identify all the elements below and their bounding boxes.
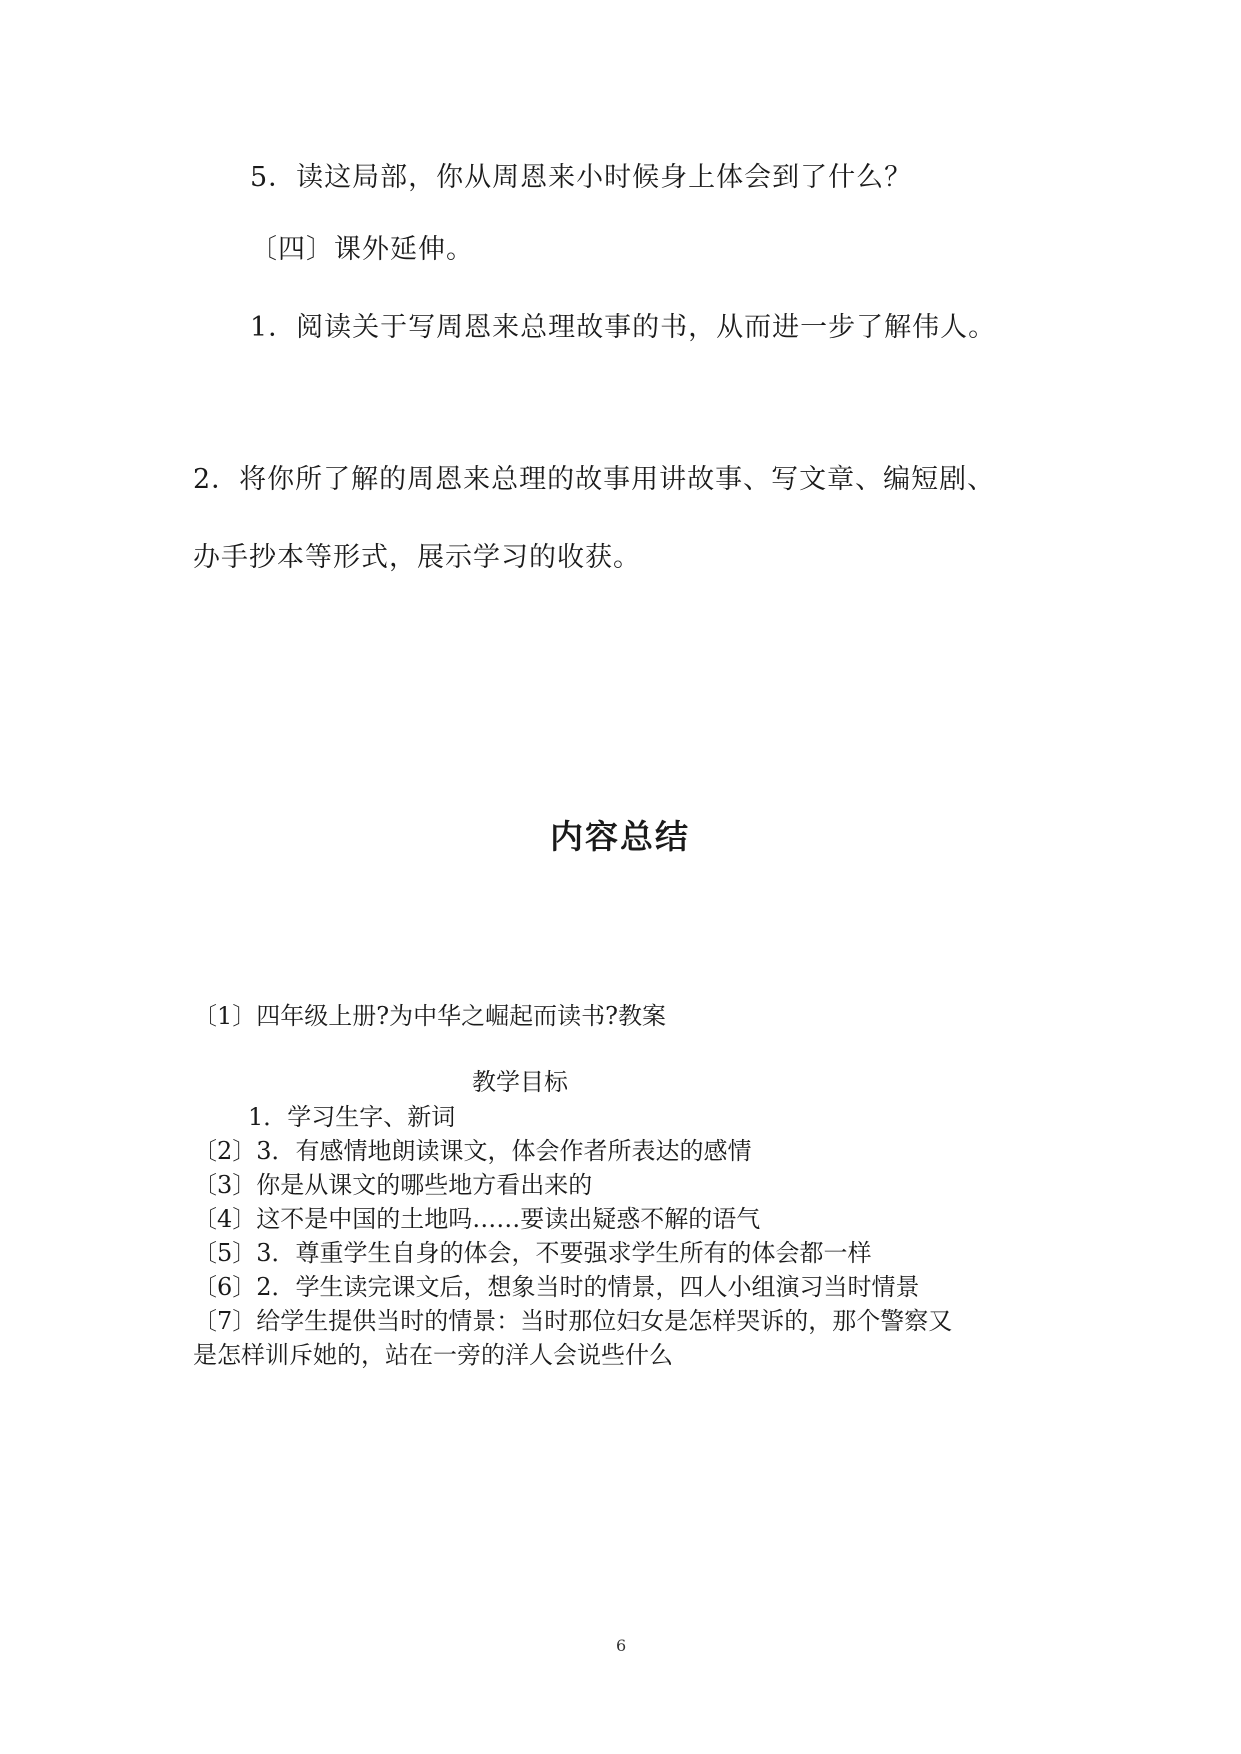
extension-item-1: 1．阅读关于写周恩来总理故事的书，从而进一步了解伟人。 xyxy=(250,312,997,343)
summary-item: 〔4〕这不是中国的土地吗……要读出疑惑不解的语气 xyxy=(193,1205,761,1233)
summary-item: 1．学习生字、新词 xyxy=(248,1103,456,1131)
summary-item: 〔2〕3．有感情地朗读课文，体会作者所表达的感情 xyxy=(193,1137,752,1165)
summary-item: 〔1〕四年级上册?为中华之崛起而读书?教案 xyxy=(193,1002,667,1030)
summary-item: 是怎样训斥她的，站在一旁的洋人会说些什么 xyxy=(193,1341,673,1369)
summary-item: 〔3〕你是从课文的哪些地方看出来的 xyxy=(193,1171,593,1199)
summary-item: 〔7〕给学生提供当时的情景：当时那位妇女是怎样哭诉的，那个警察又 xyxy=(193,1307,953,1335)
summary-heading: 内容总结 xyxy=(550,817,690,856)
extension-item-2-continued: 办手抄本等形式，展示学习的收获。 xyxy=(193,542,641,573)
page-number: 6 xyxy=(616,1636,627,1655)
summary-item: 〔5〕3．尊重学生自身的体会，不要强求学生所有的体会都一样 xyxy=(193,1239,872,1267)
extension-item-2: 2．将你所了解的周恩来总理的故事用讲故事、写文章、编短剧、 xyxy=(193,464,996,495)
question-5: 5．读这局部，你从周恩来小时候身上体会到了什么？ xyxy=(250,162,913,193)
section-heading-extension: 〔四〕课外延伸。 xyxy=(250,234,474,265)
summary-item: 〔6〕2．学生读完课文后，想象当时的情景，四人小组演习当时情景 xyxy=(193,1273,920,1301)
summary-item: 教学目标 xyxy=(472,1068,568,1096)
